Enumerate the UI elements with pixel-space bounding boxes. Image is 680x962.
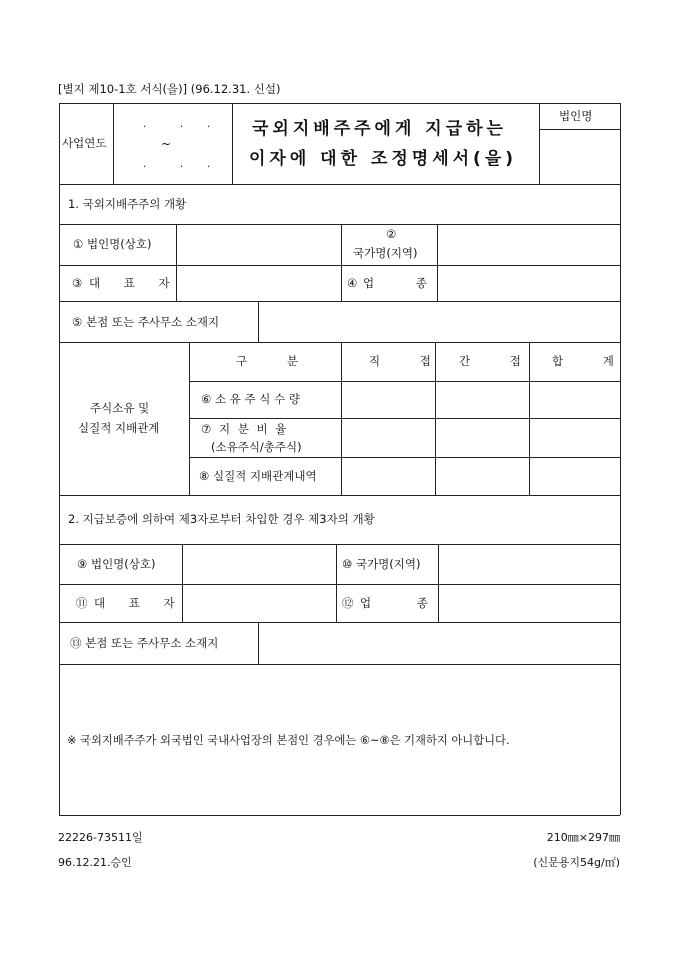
- col-header-indirect: 간 접: [459, 354, 539, 368]
- footer-approval: 96.12.21.승인: [58, 856, 132, 869]
- s1-rep-num: ③: [72, 276, 83, 290]
- cell-shares-total[interactable]: [531, 383, 618, 416]
- s1-industry-field[interactable]: [439, 267, 618, 299]
- footer-paper: (신문용지54g/㎡): [533, 856, 620, 869]
- s2-corp-name-field[interactable]: [184, 546, 334, 582]
- note-text: ※ 국외지배주주가 외국법인 국내사업장의 본점인 경우에는 ⑥~⑧은 기재하지 아니합니다.: [67, 734, 510, 747]
- relation-label-line2: 실질적 지배관계: [78, 421, 160, 435]
- s2-rep-field[interactable]: [184, 586, 334, 620]
- s2-corp-name-label: ⑨ 법인명(상호): [77, 557, 156, 571]
- footer-size: 210㎜×297㎜: [546, 831, 620, 844]
- cell-shares-direct[interactable]: [343, 383, 433, 416]
- cell-control-total[interactable]: [531, 459, 618, 493]
- s2-industry-num: ⑫: [342, 596, 354, 610]
- col-header-total: 합 계: [552, 354, 632, 368]
- col-header-category: 구 분: [236, 354, 316, 368]
- cell-ratio-direct[interactable]: [343, 420, 433, 455]
- s1-country-label: 국가명(지역): [353, 246, 418, 260]
- s2-rep-num: ⑪: [76, 596, 88, 610]
- year-range-separator: ~: [161, 137, 172, 151]
- s1-corp-name-field[interactable]: [178, 226, 339, 263]
- s1-country-field[interactable]: [439, 226, 618, 263]
- s2-country-label: ⑩ 국가명(지역): [342, 557, 421, 571]
- row-share-ratio-sub: (소유주식/총주식): [211, 440, 302, 454]
- s2-address-field[interactable]: [260, 624, 618, 662]
- cell-control-direct[interactable]: [343, 459, 433, 493]
- s2-industry-label: 업 종: [360, 596, 428, 610]
- form-title-line1: 국외지배주주에게 지급하는: [252, 119, 507, 139]
- s1-rep-field[interactable]: [178, 267, 339, 299]
- section2-heading: 2. 지급보증에 의하여 제3자로부터 차입한 경우 제3자의 개황: [68, 512, 375, 526]
- footer-code: 22226-73511일: [58, 831, 143, 844]
- form-title-line2: 이자에 대한 조정명세서(을): [249, 149, 518, 169]
- s2-address-label: ⑬ 본점 또는 주사무소 소재지: [70, 636, 219, 650]
- corp-name-label: 법인명: [559, 109, 593, 123]
- col-header-direct: 직 접: [369, 354, 449, 368]
- s2-industry-field[interactable]: [440, 586, 618, 620]
- cell-ratio-total[interactable]: [531, 420, 618, 455]
- business-year-field[interactable]: [115, 105, 231, 183]
- row-control-details: ⑧ 실질적 지배관계내역: [199, 469, 317, 483]
- cell-control-indirect[interactable]: [437, 459, 527, 493]
- s1-industry-num: ④: [347, 276, 358, 290]
- row-share-ratio: ⑦ 지 분 비 율: [201, 422, 289, 436]
- section1-heading: 1. 국외지배주주의 개황: [68, 197, 187, 211]
- s2-country-field[interactable]: [440, 546, 618, 582]
- s1-rep-label: 대 표 자: [89, 276, 180, 290]
- business-year-label: 사업연도: [62, 136, 107, 150]
- s1-corp-name-label: ① 법인명(상호): [73, 237, 152, 251]
- relation-label-line1: 주식소유 및: [90, 401, 150, 415]
- row-shares-owned: ⑥ 소 유 주 식 수 량: [201, 392, 300, 406]
- corp-name-field[interactable]: [541, 131, 618, 182]
- s1-country-num: ②: [386, 227, 397, 241]
- s1-address-field[interactable]: [260, 303, 618, 340]
- cell-shares-indirect[interactable]: [437, 383, 527, 416]
- form-label: [별지 제10-1호 서식(을)] (96.12.31. 신설): [58, 82, 281, 96]
- cell-ratio-indirect[interactable]: [437, 420, 527, 455]
- s1-address-label: ⑤ 본점 또는 주사무소 소재지: [72, 315, 220, 329]
- s2-rep-label: 대 표 자: [94, 596, 185, 610]
- s1-industry-label: 업 종: [363, 276, 427, 290]
